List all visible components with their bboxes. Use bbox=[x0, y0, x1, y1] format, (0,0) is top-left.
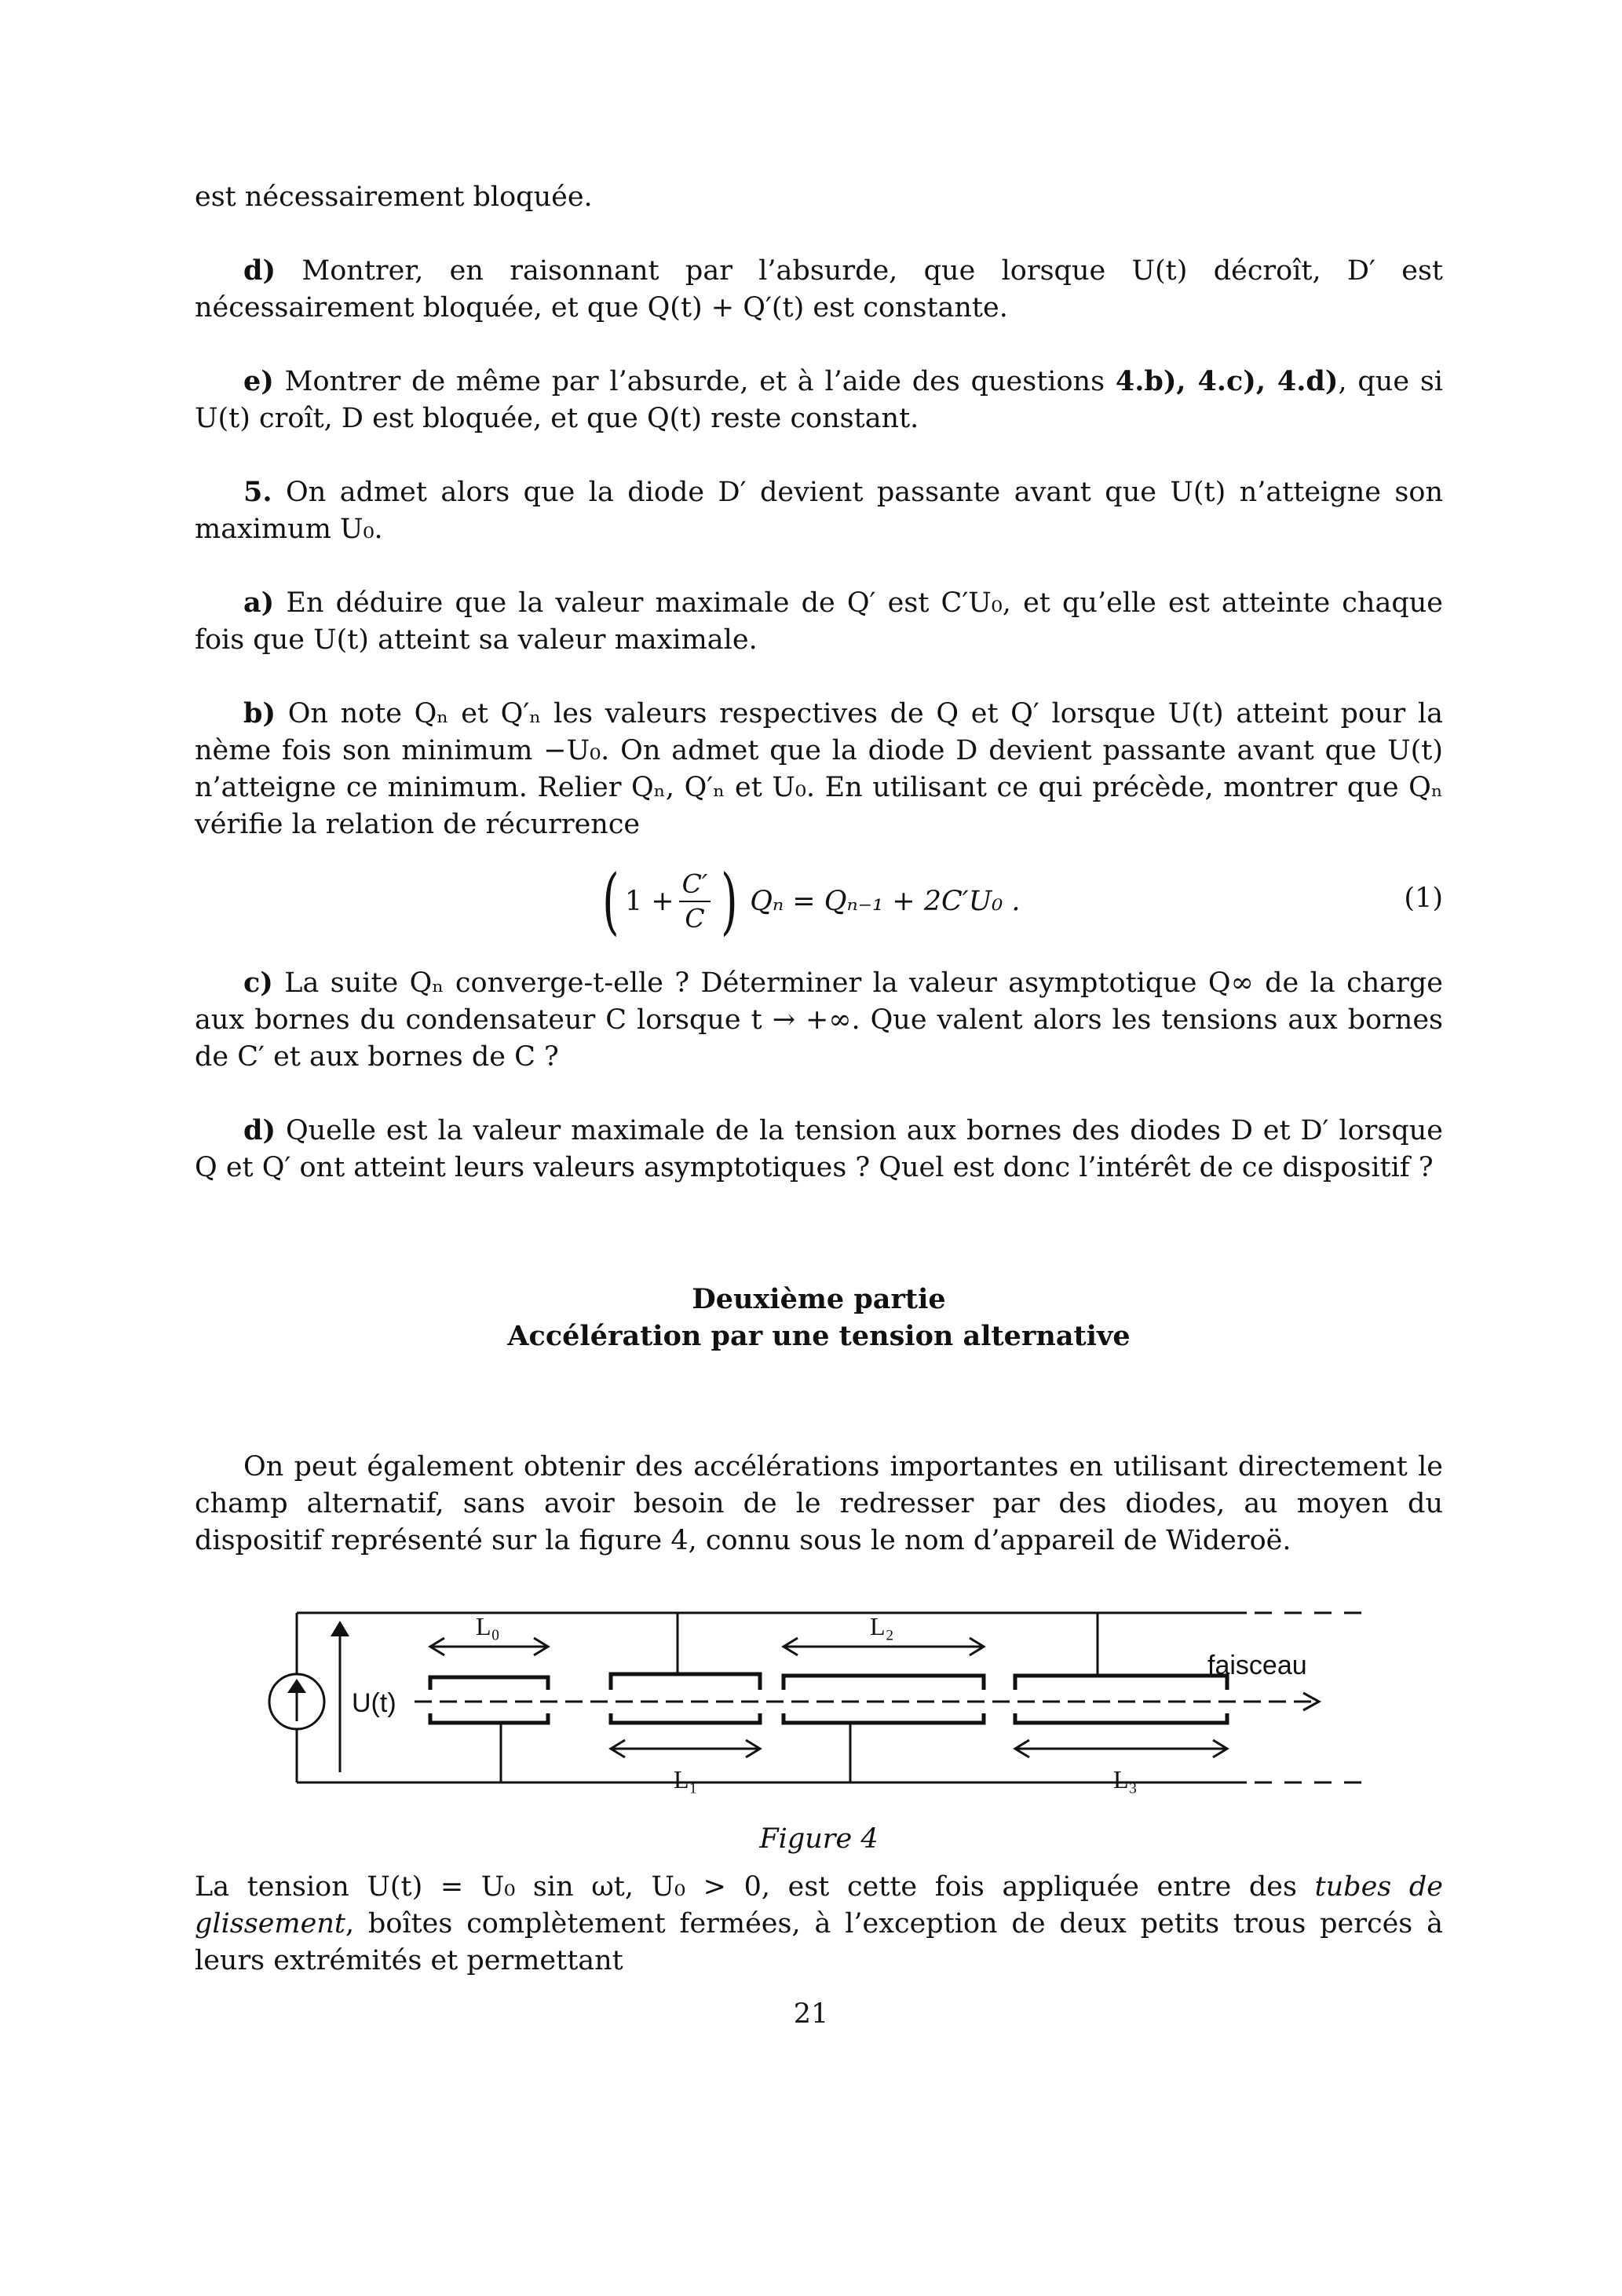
question-4e bbox=[195, 363, 1443, 437]
length-label-L1: L₁ bbox=[674, 1765, 698, 1793]
paragraph-continuation: est nécessairement bloquée. bbox=[195, 181, 593, 213]
fraction-denominator: C bbox=[685, 903, 705, 934]
section-title: Deuxième partie bbox=[692, 1283, 946, 1315]
source-arrowhead bbox=[287, 1679, 306, 1693]
question-text: Montrer, en raisonnant par l’absurde, que lorsque U(t) décroît, D′ est nécessairement bloquée, et que Q(t) + Q′(t) est constante. bbox=[195, 255, 1443, 324]
tube0-bottom bbox=[430, 1713, 548, 1723]
last-emphasis: tubes de glissement bbox=[195, 1871, 1443, 1940]
length-label-L2: L₂ bbox=[870, 1612, 894, 1640]
tube2-bottom bbox=[784, 1713, 984, 1723]
equation-one: 1 + bbox=[624, 886, 674, 917]
fraction-numerator: C′ bbox=[679, 868, 711, 902]
tube1-bottom bbox=[611, 1713, 760, 1723]
section-subtitle: Accélération par une tension alternative bbox=[507, 1320, 1131, 1352]
figure-caption: Figure 4 bbox=[759, 1823, 879, 1855]
tube3-bottom bbox=[1015, 1713, 1227, 1723]
question-label: b) bbox=[243, 697, 276, 729]
wideroe-diagram bbox=[242, 1596, 1404, 1815]
question-5 bbox=[195, 473, 1443, 548]
voltage-arrowhead bbox=[331, 1621, 349, 1636]
question-5d bbox=[195, 1112, 1443, 1186]
equation-body bbox=[597, 854, 1021, 949]
right-paren: ) bbox=[721, 859, 739, 943]
recurrence-equation bbox=[195, 854, 1443, 949]
question-label: d) bbox=[243, 254, 276, 287]
question-text: On note Qₙ et Q′ₙ les valeurs respectives de Q et Q′ lorsque U(t) atteint pour la nème fois son minimum −U₀. On admet que la diode D devient passante avant que U(t) n’atteigne ce minimum. Relier Qₙ, Q′ₙ et U₀. En utilisant ce qui précède, montrer que Qₙ vérifie la relation de récurrence bbox=[195, 698, 1443, 840]
intro-paragraph: On peut également obtenir des accélérations importantes en utilisant directement le champ alternatif, sans avoir besoin de le redresser par des diodes, au moyen du dispositif représenté sur la figure 4, connu sous le nom d’appareil de Wideroë. bbox=[195, 1451, 1443, 1556]
source-label: U(t) bbox=[352, 1688, 396, 1718]
question-label: 5. bbox=[243, 476, 272, 508]
question-text-cont: , que si U(t) croît, D est bloquée, et que Q(t) reste constant. bbox=[195, 366, 1443, 434]
question-label: c) bbox=[243, 967, 273, 999]
page-body bbox=[195, 179, 1443, 1980]
equation-rhs: Qₙ = Qₙ₋₁ + 2C′U₀ . bbox=[750, 886, 1021, 917]
left-paren: ( bbox=[602, 859, 619, 943]
question-5a bbox=[195, 584, 1443, 659]
length-label-L3: L₃ bbox=[1113, 1765, 1138, 1793]
question-text: La suite Qₙ converge-t-elle ? Déterminer la valeur asymptotique Q∞ de la charge aux bornes du condensateur C lorsque t → +∞. Que valent alors les tensions aux bornes de C′ et aux bornes de C ? bbox=[195, 967, 1443, 1073]
tube3-top bbox=[1015, 1676, 1227, 1690]
last-text: La tension U(t) = U₀ sin ωt, U₀ > 0, est cette fois appliquée entre des bbox=[195, 1871, 1297, 1903]
equation-number: (1) bbox=[1404, 883, 1443, 914]
question-label: d) bbox=[243, 1114, 276, 1146]
question-text: En déduire que la valeur maximale de Q′ est C′U₀, et qu’elle est atteinte chaque fois que U(t) atteint sa valeur maximale. bbox=[195, 587, 1443, 656]
last-text-cont: , boîtes complètement fermées, à l’exception de deux petits trous percés à leurs extrémités et permettant bbox=[195, 1908, 1443, 1976]
question-5c bbox=[195, 964, 1443, 1076]
question-4d bbox=[195, 252, 1443, 327]
tube2-top bbox=[784, 1676, 984, 1690]
length-label-L0: L₀ bbox=[476, 1612, 500, 1640]
question-refs: 4.b), 4.c), 4.d) bbox=[1115, 365, 1339, 397]
last-paragraph bbox=[195, 1869, 1443, 1980]
tube1-top bbox=[611, 1674, 760, 1690]
question-text: On admet alors que la diode D′ devient passante avant que U(t) n’atteigne son maximum U₀. bbox=[195, 477, 1443, 545]
question-label: a) bbox=[243, 587, 275, 619]
page-number: 21 bbox=[793, 1998, 829, 2030]
beam-label: faisceau bbox=[1207, 1651, 1307, 1680]
question-text: Montrer de même par l’absurde, et à l’aide des questions bbox=[284, 366, 1105, 397]
section-heading bbox=[195, 1281, 1443, 1355]
tube0-top bbox=[430, 1677, 548, 1690]
equation-fraction bbox=[679, 868, 711, 935]
figure-4 bbox=[195, 1596, 1443, 1815]
question-text: Quelle est la valeur maximale de la tension aux bornes des diodes D et D′ lorsque Q et Q′ ont atteint leurs valeurs asymptotiques ? Quel est donc l’intérêt de ce dispositif ? bbox=[195, 1115, 1443, 1183]
question-label: e) bbox=[243, 365, 274, 397]
question-5b bbox=[195, 695, 1443, 843]
